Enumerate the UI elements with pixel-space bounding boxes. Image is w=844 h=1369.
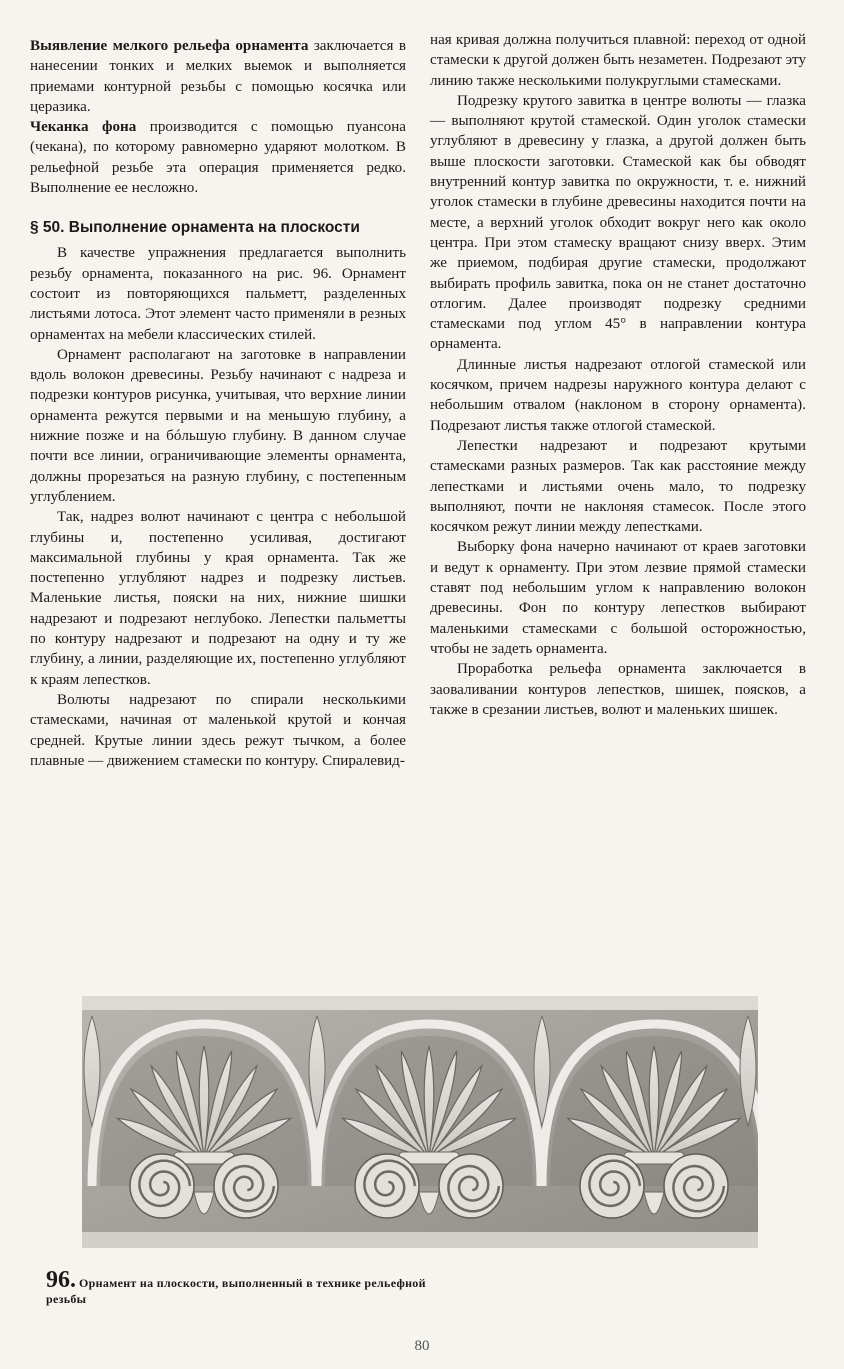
paragraph: ная кривая должна получиться плавной: переход от одной стамески к другой должен быть незаметен. Подрезают эту линию также несколькими полукруглыми стамесками. <box>430 32 806 89</box>
term-relief-detail: Выявление мелкого рельефа орнамента <box>30 38 309 54</box>
paragraph: Выборку фона начерно начинают от краев заготовки и ведут к орнаменту. При этом лезвие прямой стамески ставят под небольшим углом к направлению волокон древесины. Фон по контуру лепестков выбирают маленькими стамесками с большой осторожностью, чтобы не задеть орнамента. <box>430 539 806 657</box>
section-heading: § 50. Выполнение орнамента на плоскости <box>30 219 360 237</box>
paragraph: Проработка рельефа орнамента заключается в заоваливании контуров лепестков, шишек, поясков, а также в срезании листьев, волют и маленьких шишек. <box>430 661 806 718</box>
caption-text: Орнамент на плоскости, выполненный в технике рельефной резьбы <box>46 1276 426 1306</box>
figure-number: 96. <box>46 1267 76 1293</box>
paragraph: Так, надрез волют начинают с центра с небольшой глубины и, постепенно усиливая, достигают максимальной глубины у края орнамента. Так же постепенно углубляют надрез и подрезку листьев. Маленькие листья, пояски на них, нижние шишки надрезают и подрезают неглубоко. Лепестки пальметты по контуру надрезают и подрезают на одну и ту же глубину, а линии, разделяющие их, постепенно углубляют к краям лепестков. <box>30 509 406 688</box>
right-text-column <box>430 30 806 720</box>
page-number: 80 <box>414 1338 430 1354</box>
paragraph: Лепестки надрезают и подрезают крутыми стамесками разных размеров. Так как расстояние между лепестками и листьями очень мало, то подрезку выполняют, почти не наклоняя стамесок. После этого косячком режут линии между лепестками. <box>430 437 806 536</box>
paragraph: Волюты надрезают по спирали несколькими стамесками, начиная от маленькой крутой и кончая средней. Крутые линии здесь режут тычком, а более плавные — движением стамески по контуру. Спиралевид- <box>30 691 406 769</box>
carved-palmette-ornament <box>82 996 758 1248</box>
paragraph: Орнамент располагают на заготовке в направлении вдоль волокон древесины. Резьбу начинают с надреза и подрезки контуров рисунка, учитывая, что верхние линии орнамента режутся первыми и на меньшую глубину, а нижние позже и на бóльшую глубину. В данном случае почти все линии, ограничивающие элементы орнамента, должны прорезаться на разную глубину, с постепенным углублением. <box>30 346 406 505</box>
paragraph: В качестве упражнения предлагается выполнить резьбу орнамента, показанного на рис. 96. Орнамент состоит из повторяющихся пальметт, разделенных листьями лотоса. Этот элемент часто применяли в резных орнаментах на мебели классических стилей. <box>30 245 406 343</box>
term-chasing: Чеканка фона <box>30 119 137 136</box>
ornament-photo <box>82 996 758 1248</box>
paragraph-chasing <box>30 117 406 198</box>
paragraph-text: производится с помощью пуансона (чекана), по которому равномерно ударяют молотком. В рельефной резьбе эта операция применяется редко. Выполнение ее несложно. <box>30 119 407 197</box>
figure-caption <box>46 1267 436 1307</box>
left-text-column <box>30 30 406 771</box>
paragraph: Длинные листья надрезают отлогой стамеской или косячком, причем надрезы наружного контура делают с небольшим отвалом (наклоном в сторону орнамента). Подрезают листья также отлогой стамеской. <box>430 356 806 434</box>
paragraph-text: заключается в нанесении тонких и мелких выемок и выполняется приемами контурной резьбы с помощью косячка или церазика. <box>30 38 406 115</box>
paragraph: Подрезку крутого завитка в центре волюты — глазка — выполняют крутой стамеской. Один уголок стамески углубляют в древесину у глазка, а другой должен быть выше плоскости заготовки. Стамеской как бы обводят внутренний контур завитка по окружности, т. е. нижний уголок стамески в глубине древесины находится почти на месте, а верхний уголок обходит вокруг него как около центра. При этом стамеску вращают снизу вверх. Этим же приемом, подбирая другие стамески, продолжают выбирать профиль завитка, пока он не станет достаточно отлогим. Далее производят подрезку средними стамесками под углом 45° в направлении контура орнамента. <box>430 92 806 353</box>
paragraph-relief-detail <box>30 36 406 117</box>
